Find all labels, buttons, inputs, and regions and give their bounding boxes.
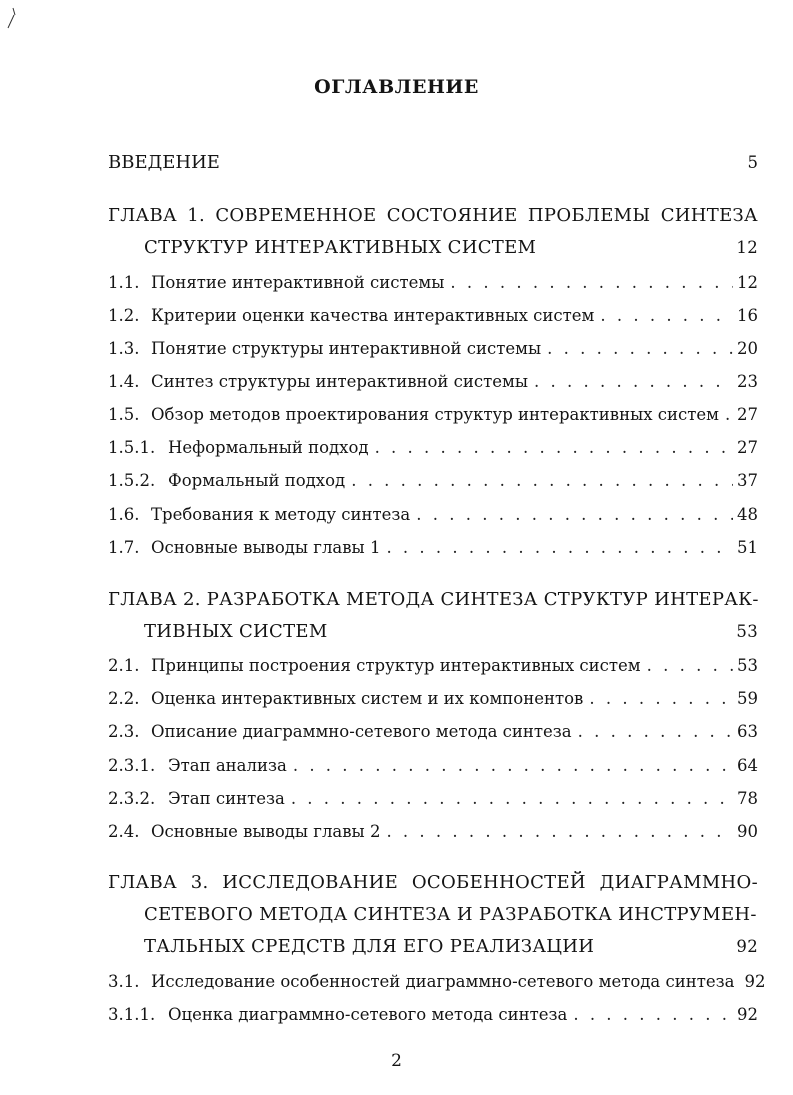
toc-entry [108,405,758,425]
toc-entry [108,656,758,676]
toc-entry-page: 37 [737,471,758,490]
toc-entry [108,505,758,525]
toc-entry-title: Принципы построения структур интерактивных систем [151,656,641,675]
toc-entry [108,972,766,992]
toc-chapter-2 [108,584,758,648]
toc-entry-page: 27 [737,405,758,424]
page-title: ОГЛАВЛЕНИЕ [314,76,479,98]
toc-entry-title: Этап синтеза [168,789,285,808]
toc-entry-page: 51 [737,538,758,557]
toc-entry-number: 1.5.2. [108,471,156,490]
toc-entry-title: Исследование особенностей диаграммно-сетевого метода синтеза [151,972,735,991]
toc-leader-dots [547,339,733,359]
toc-entry-title: Формальный подход [168,471,346,490]
toc-entry-title: Критерии оценки качества интерактивных систем [151,306,595,325]
toc-entry-page: 63 [737,722,758,741]
toc-entry-title: Понятие структуры интерактивной системы [151,339,542,358]
toc-leader-dots [291,789,733,809]
page-number: 2 [391,1051,402,1071]
toc-entry [108,306,758,326]
toc-chapter-title-line: ГЛАВА 1. СОВРЕМЕННОЕ СОСТОЯНИЕ ПРОБЛЕМЫ СИНТЕЗА [108,205,758,226]
toc-entry-page: 92 [744,972,766,991]
toc-entry-number: 2.3. [108,722,140,741]
toc-entry [108,722,758,742]
toc-leader-dots [589,689,733,709]
toc-entry [108,538,758,558]
toc-entry [108,438,758,458]
toc-entry-page: 23 [737,372,758,391]
toc-entry-title: Этап анализа [168,756,287,775]
toc-entry-title: Описание диаграммно-сетевого метода синтеза [151,722,572,741]
toc-entry-number: 2.4. [108,822,140,841]
toc-chapter-title-line: ТАЛЬНЫХ СРЕДСТВ ДЛЯ ЕГО РЕАЛИЗАЦИИ [144,936,595,957]
toc-entry [108,822,758,842]
toc-chapter-title-line: ТИВНЫХ СИСТЕМ [144,621,328,642]
toc-leader-dots [600,306,733,326]
toc-entry-title: Основные выводы главы 2 [151,822,381,841]
toc-entry-title: Требования к методу синтеза [151,505,411,524]
toc-chapter-title-line: ГЛАВА 2. РАЗРАБОТКА МЕТОДА СИНТЕЗА СТРУКТУР ИНТЕРАК- [108,589,759,610]
toc-entry-page: 90 [737,822,758,841]
toc-leader-dots [416,505,733,525]
toc-entry-number: 2.3.2. [108,789,156,808]
toc-entry-page: 92 [737,1005,758,1024]
toc-entry-title: Понятие интерактивной системы [151,273,445,292]
toc-entry [108,1005,758,1025]
toc-entry [108,756,758,776]
toc-entry-page: 20 [737,339,758,358]
toc-entry-title: Неформальный подход [168,438,369,457]
toc-chapter-1 [108,200,758,264]
toc-entry-number: 1.4. [108,372,140,391]
toc-entry-page: 16 [737,306,758,325]
toc-entry-page: 64 [737,756,758,775]
scan-artifact-mark [4,6,18,32]
toc-entry [108,789,758,809]
toc-entry [108,689,758,709]
toc-entry [108,372,758,392]
toc-entry-number: 1.5.1. [108,438,156,457]
toc-chapter-3 [108,867,758,963]
toc-leader-dots [573,1005,733,1025]
toc-entry-title: Оценка диаграммно-сетевого метода синтеза [168,1005,568,1024]
toc-leader-dots [450,273,733,293]
toc-entry-number: 1.5. [108,405,140,424]
toc-entry-number: 3.1.1. [108,1005,156,1024]
toc-chapter-page: 12 [736,238,758,257]
toc-leader-dots [534,372,733,392]
toc-leader-dots [386,538,733,558]
toc-intro-label: ВВЕДЕНИЕ [108,152,220,173]
toc-leader-dots [293,756,733,776]
toc-leader-dots [647,656,733,676]
toc-entry-page: 12 [737,273,758,292]
toc-entry-page: 27 [737,438,758,457]
toc-entry-number: 2.1. [108,656,140,675]
toc-entry-number: 1.6. [108,505,140,524]
toc-entry-number: 1.7. [108,538,140,557]
toc-chapter-page: 92 [736,937,758,956]
toc-intro-page: 5 [747,153,758,172]
toc-entry-number: 1.1. [108,273,140,292]
toc-entry-title: Обзор методов проектирования структур интерактивных систем [151,405,719,424]
toc-entry-title: Основные выводы главы 1 [151,538,381,557]
toc-entry [108,339,758,359]
toc-entry-number: 2.3.1. [108,756,156,775]
toc-entry-number: 3.1. [108,972,140,991]
toc-intro [108,152,758,173]
toc-entry-number: 1.3. [108,339,140,358]
toc-entry [108,471,758,491]
toc-entry-page: 48 [737,505,758,524]
toc-leader-dots [725,405,733,425]
toc-leader-dots [351,471,733,491]
toc-entry-page: 59 [737,689,758,708]
toc-entry-number: 1.2. [108,306,140,325]
toc-chapter-page: 53 [736,622,758,641]
toc-entry [108,273,758,293]
toc-leader-dots [375,438,733,458]
toc-leader-dots [386,822,733,842]
toc-entry-number: 2.2. [108,689,140,708]
toc-entry-title: Синтез структуры интерактивной системы [151,372,529,391]
toc-leader-dots [578,722,733,742]
toc-chapter-title-line: СЕТЕВОГО МЕТОДА СИНТЕЗА И РАЗРАБОТКА ИНСТРУМЕН- [144,904,757,925]
toc-entry-page: 53 [737,656,758,675]
toc-chapter-title-line: ГЛАВА 3. ИССЛЕДОВАНИЕ ОСОБЕННОСТЕЙ ДИАГРАММНО- [108,872,758,893]
toc-entry-title: Оценка интерактивных систем и их компонентов [151,689,584,708]
toc-entry-page: 78 [737,789,758,808]
toc-chapter-title-line: СТРУКТУР ИНТЕРАКТИВНЫХ СИСТЕМ [144,237,537,258]
